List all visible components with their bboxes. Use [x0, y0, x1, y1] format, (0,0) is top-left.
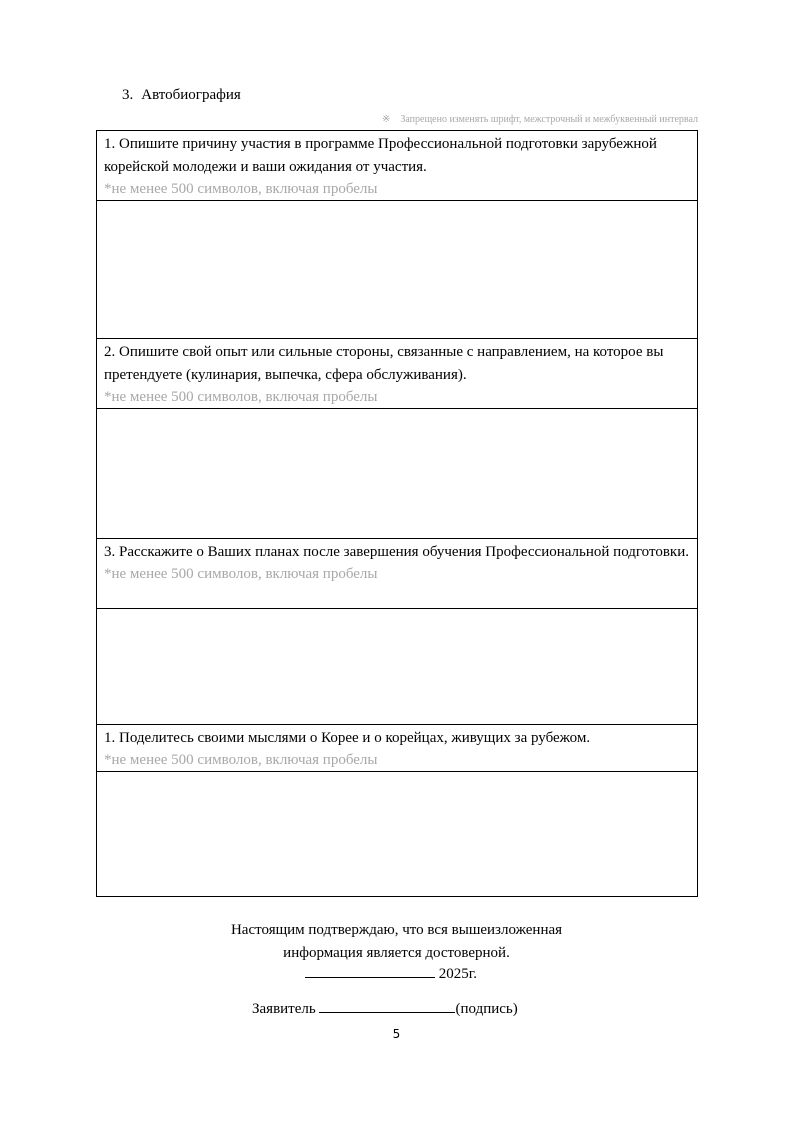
date-blank[interactable] [305, 977, 435, 978]
date-year: 2025г. [438, 966, 477, 982]
question-1-text: 1. Опишите причину участия в программе Профессиональной подготовки зарубежной корейской молодежи и ваши ожидания от участия. [104, 136, 657, 175]
question-4-cell [97, 725, 697, 772]
question-2-hint: *не менее 500 символов, включая пробелы [104, 389, 378, 405]
question-1-cell [97, 131, 697, 201]
signature-suffix: (подпись) [455, 1001, 518, 1017]
format-notice [382, 114, 698, 125]
answer-1-field[interactable] [97, 201, 697, 339]
autobiography-table [96, 130, 698, 897]
answer-4-field[interactable] [97, 772, 697, 896]
section-title [122, 87, 241, 104]
signature-blank[interactable] [319, 1012, 455, 1013]
confirmation-statement [0, 919, 793, 965]
question-3-text: 3. Расскажите о Ваших планах после завершения обучения Профессиональной подготовки. [104, 544, 689, 560]
answer-2-field[interactable] [97, 409, 697, 539]
confirmation-line-2: информация является достоверной. [283, 945, 510, 961]
section-number: 3. [122, 87, 134, 103]
answer-3-field[interactable] [97, 609, 697, 725]
question-4-hint: *не менее 500 символов, включая пробелы [104, 752, 378, 768]
signature-line [252, 1001, 518, 1018]
section-heading: Автобиография [141, 87, 241, 103]
format-notice-text: Запрещено изменять шрифт, межстрочный и межбуквенный интервал [400, 114, 698, 125]
question-3-cell [97, 539, 697, 609]
question-2-text: 2. Опишите свой опыт или сильные стороны, связанные с направлением, на которое вы претендуете (кулинария, выпечка, сфера обслуживания). [104, 344, 664, 383]
question-3-hint: *не менее 500 символов, включая пробелы [104, 566, 378, 582]
question-2-cell [97, 339, 697, 409]
date-line [305, 966, 477, 983]
page-number: 5 [392, 1027, 401, 1041]
signature-label: Заявитель [252, 1001, 316, 1017]
question-4-text: 1. Поделитесь своими мыслями о Корее и о корейцах, живущих за рубежом. [104, 730, 591, 746]
reference-mark-icon: ※ [381, 114, 391, 125]
confirmation-line-1: Настоящим подтверждаю, что вся вышеизложенная [230, 922, 563, 938]
question-1-hint: *не менее 500 символов, включая пробелы [104, 181, 378, 197]
